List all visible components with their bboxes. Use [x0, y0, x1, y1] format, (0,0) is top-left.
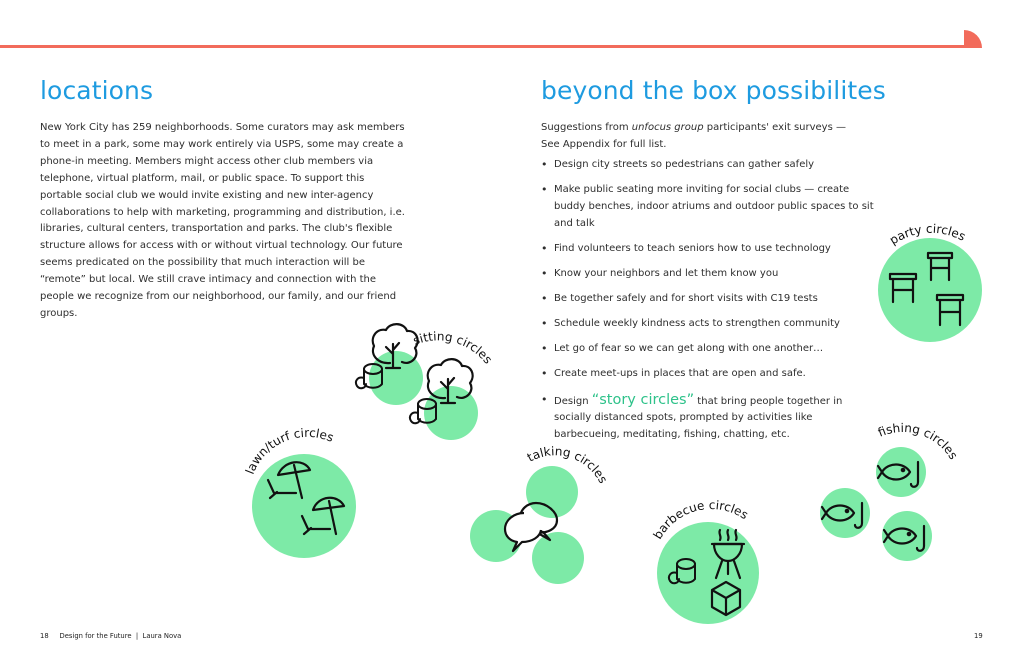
list-item: • Make public seating more inviting for social clubs — create buddy benches, indoor atriums and outdoor public spaces to sit and talk [541, 182, 881, 233]
page-number-right: 19 [974, 632, 983, 640]
intro-text-line2: See Appendix for full list. [541, 138, 667, 150]
list-item: • Be together safely and for short visits with C19 tests [541, 291, 881, 308]
fishing-circles-group [820, 421, 961, 561]
party-circles-group [878, 222, 982, 342]
list-item: • Find volunteers to teach seniors how to use technology [541, 241, 881, 258]
talking-circle-3 [532, 532, 584, 584]
talking-label-path: talking circles [524, 444, 611, 486]
talking-circles-group [470, 444, 610, 584]
story-bullet-pre: Design [554, 395, 592, 407]
lawn-label-path: lawn/turf circles [242, 425, 336, 477]
page-number-left: 18 [40, 632, 49, 640]
list-item: • Create meet-ups in places that are open and safe. [541, 366, 881, 383]
story-bullet-post: that bring people together in socially distanced spots, prompted by activities like barbecueing, meditating, fishing, chatting, etc. [554, 395, 843, 441]
intro-text-post: participants' exit surveys — [703, 122, 846, 133]
fishing-label-path: fishing circles [875, 420, 961, 462]
footer-title: Design for the Future [59, 632, 132, 640]
sitting-circles-group [356, 324, 495, 440]
sitting-label-path: sitting circles [411, 329, 496, 367]
locations-body: New York City has 259 neighborhoods. Some curators may ask members to meet in a park, some may work entirely via USPS, some may create a phone-in meeting. Members might access other club members via telephone, virtual platform, mail, or public space. To support this portable social club we would invite existing and new inter-agency collaborations to help with marketing, programming and distribution, i.e. libraries, cultural centers, transportation and parks. The club's flexible structure allows for access with or without virtual technology. Our future seems predicated on the possibility that much interaction will be “remote” but local. We still crave intimacy and connection with the people we recognize from our neighborhood, our family, and our friend groups. [40, 122, 405, 319]
intro-text-pre: Suggestions from [541, 122, 632, 133]
list-item: • Let go of fear so we can get along with one another… [541, 341, 881, 358]
footer-separator: | [135, 632, 139, 640]
possibilities-heading: beyond the box possibilites [541, 76, 886, 105]
barbecue-circles-group [650, 498, 759, 624]
footer-author: Laura Nova [142, 632, 182, 640]
bbq-label-path: barbecue circles [650, 497, 751, 542]
lawn-circles-group [243, 426, 356, 558]
list-item: • Schedule weekly kindness acts to strengthen community [541, 316, 881, 333]
sitting-circles-label [411, 329, 495, 366]
locations-heading: locations [40, 76, 154, 105]
story-circles-highlight: “story circles” [591, 391, 695, 408]
footer-left [40, 632, 181, 640]
party-label-path: party circles [886, 221, 968, 248]
intro-text-em: unfocus group [631, 122, 704, 133]
list-item: • Design city streets so pedestrians can gather safely [541, 157, 881, 174]
list-item: • Know your neighbors and let them know you [541, 266, 881, 283]
